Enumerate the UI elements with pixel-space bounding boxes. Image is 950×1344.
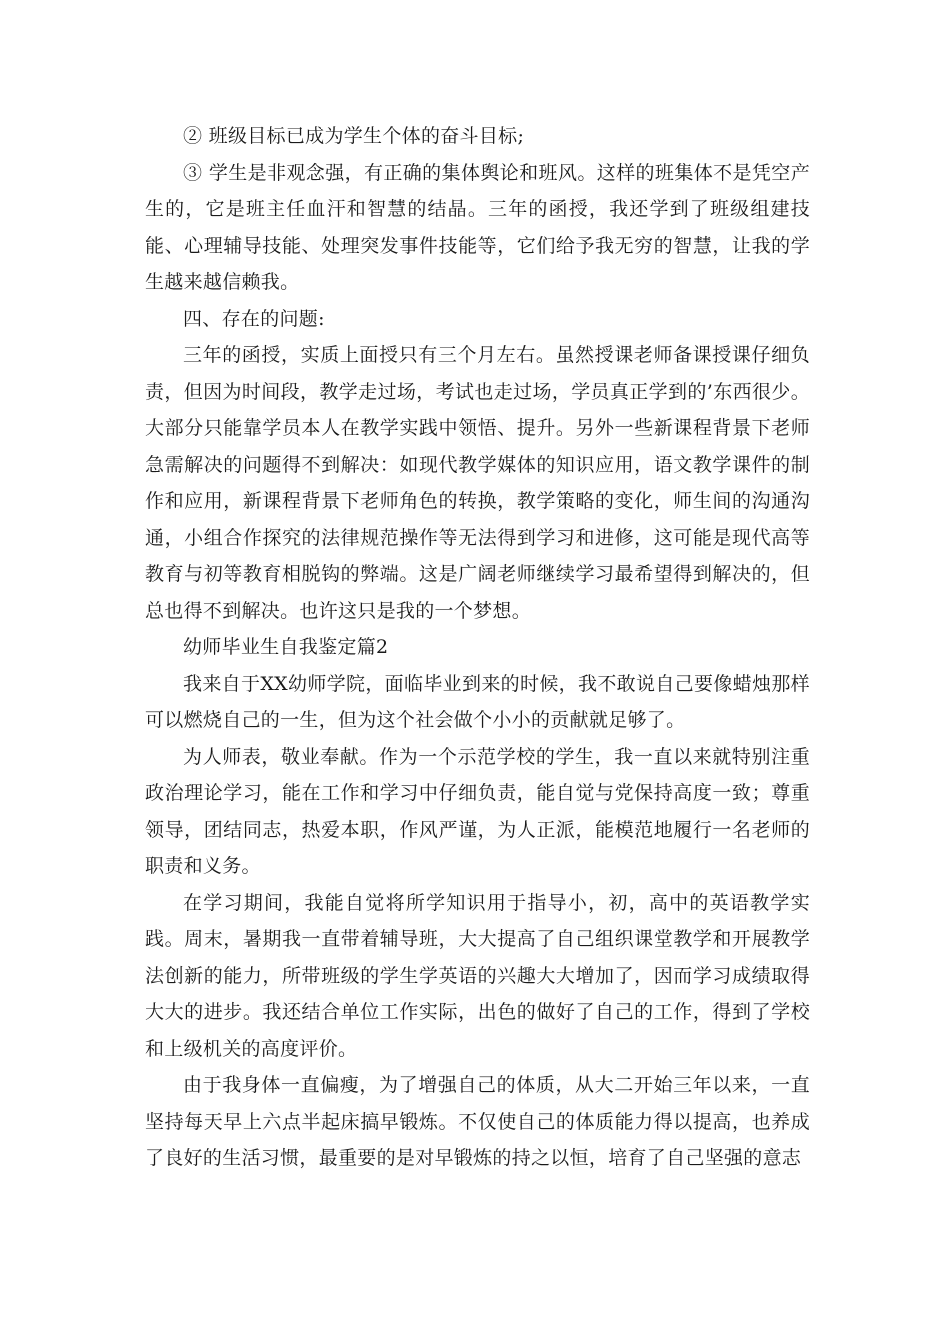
paragraph-intro: 我来自于XX幼师学院，面临毕业到来的时候，我不敢说自己要像蜡烛那样可以燃烧自己的一生，但为这个社会做个小小的贡献就足够了。	[145, 672, 810, 731]
section-heading-problems: 四、存在的问题:	[183, 307, 325, 330]
article-title: 幼师毕业生自我鉴定篇2	[183, 636, 389, 658]
paragraph-problems: 三年的函授，实质上面授只有三个月左右。虽然授课老师备课授课仔细负责，但因为时间段，教学走过场，考试也走过场，学员真正学到的’东西很少。大部分只能靠学员本人在教学实践中领悟、提升。另外一些新课程背景下老师急需解决的问题得不到解决：如现代教学媒体的知识应用，语文教学课件的制作和应用，新课程背景下老师角色的转换，教学策略的变化，师生间的沟通沟通，小组合作探究的法律规范操作等无法得到学习和进修，这可能是现代高等教育与初等教育相脱钩的弊端。这是广阔老师继续学习最希望得到解决的，但总也得不到解决。也许这只是我的一个梦想。	[145, 344, 810, 622]
paragraph-exercise: 由于我身体一直偏瘦，为了增强自己的体质，从大二开始三年以来，一直坚持每天早上六点半起床搞早锻炼。不仅使自己的体质能力得以提高，也养成了良好的生活习惯，最重要的是对早锻炼的持之以恒，培育了自己坚强的意志	[145, 1074, 810, 1169]
paragraph-study: 在学习期间，我能自觉将所学知识用于指导小，初，高中的英语教学实践。周末，暑期我一直带着辅导班，大大提高了自己组织课堂教学和开展教学法创新的能力，所带班级的学生学英语的兴趣大大增加了，因而学习成绩取得大大的进步。我还结合单位工作实际，出色的做好了自己的工作，得到了学校和上级机关的高度评价。	[145, 891, 810, 1060]
document-body	[145, 118, 810, 1177]
paragraph-class-goal: ② 班级目标已成为学生个体的奋斗目标;	[183, 125, 525, 147]
paragraph-student-values: ③ 学生是非观念强，有正确的集体舆论和班风。这样的班集体不是凭空产生的，它是班主任血汗和智慧的结晶。三年的函授，我还学到了班级组建技能、心理辅导技能、处理突发事件技能等，它们给予我无穷的智慧，让我的学生越来越信赖我。	[145, 161, 810, 293]
paragraph-dedication: 为人师表，敬业奉献。作为一个示范学校的学生，我一直以来就特别注重政治理论学习，能在工作和学习中仔细负责，能自觉与党保持高度一致；尊重领导，团结同志，热爱本职，作风严谨，为人正派，能模范地履行一名老师的职责和义务。	[145, 745, 810, 877]
